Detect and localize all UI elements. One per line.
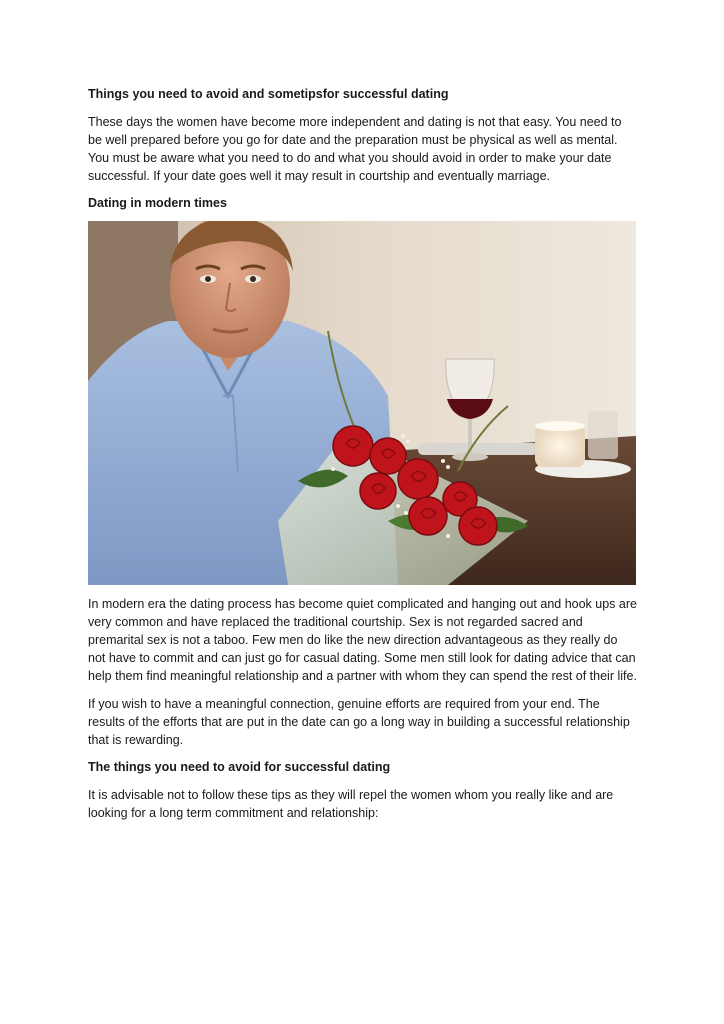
modern-paragraph-2: If you wish to have a meaningful connection, genuine efforts are required from your end. The results of the efforts that are put in the date can go a long way in building a successful relationship that is rewarding. bbox=[88, 697, 630, 747]
intro-paragraph: These days the women have become more independent and dating is not that easy. You need to be well prepared before you go for date and the preparation must be physical as well as mental. You must be aware what you need to do and what you should avoid in order to make your date successful. If your date goes well it may result in courtship and eventually marriage. bbox=[88, 115, 622, 183]
modern-paragraph-1: In modern era the dating process has become quiet complicated and hanging out and hook ups are very common and have replaced the traditional courtship. Sex is not regarded sacred and premarital sex is not a taboo. Few men do like the new direction advantageous as they really do not have to commit and can just go for casual dating. Some men still look for dating advice that can help them find meaningful relationship and a partner with whom they can spend the rest of their life. bbox=[88, 597, 637, 683]
section-heading-avoid: The things you need to avoid for successful dating bbox=[88, 760, 391, 774]
section-heading-modern: Dating in modern times bbox=[88, 196, 227, 210]
document-title: Things you need to avoid and sometipsfor successful dating bbox=[88, 87, 449, 101]
document-page bbox=[88, 86, 638, 822]
avoid-paragraph: It is advisable not to follow these tips as they will repel the women whom you really like and are looking for a long term commitment and relationship: bbox=[88, 788, 614, 820]
dating-photo bbox=[88, 221, 636, 585]
